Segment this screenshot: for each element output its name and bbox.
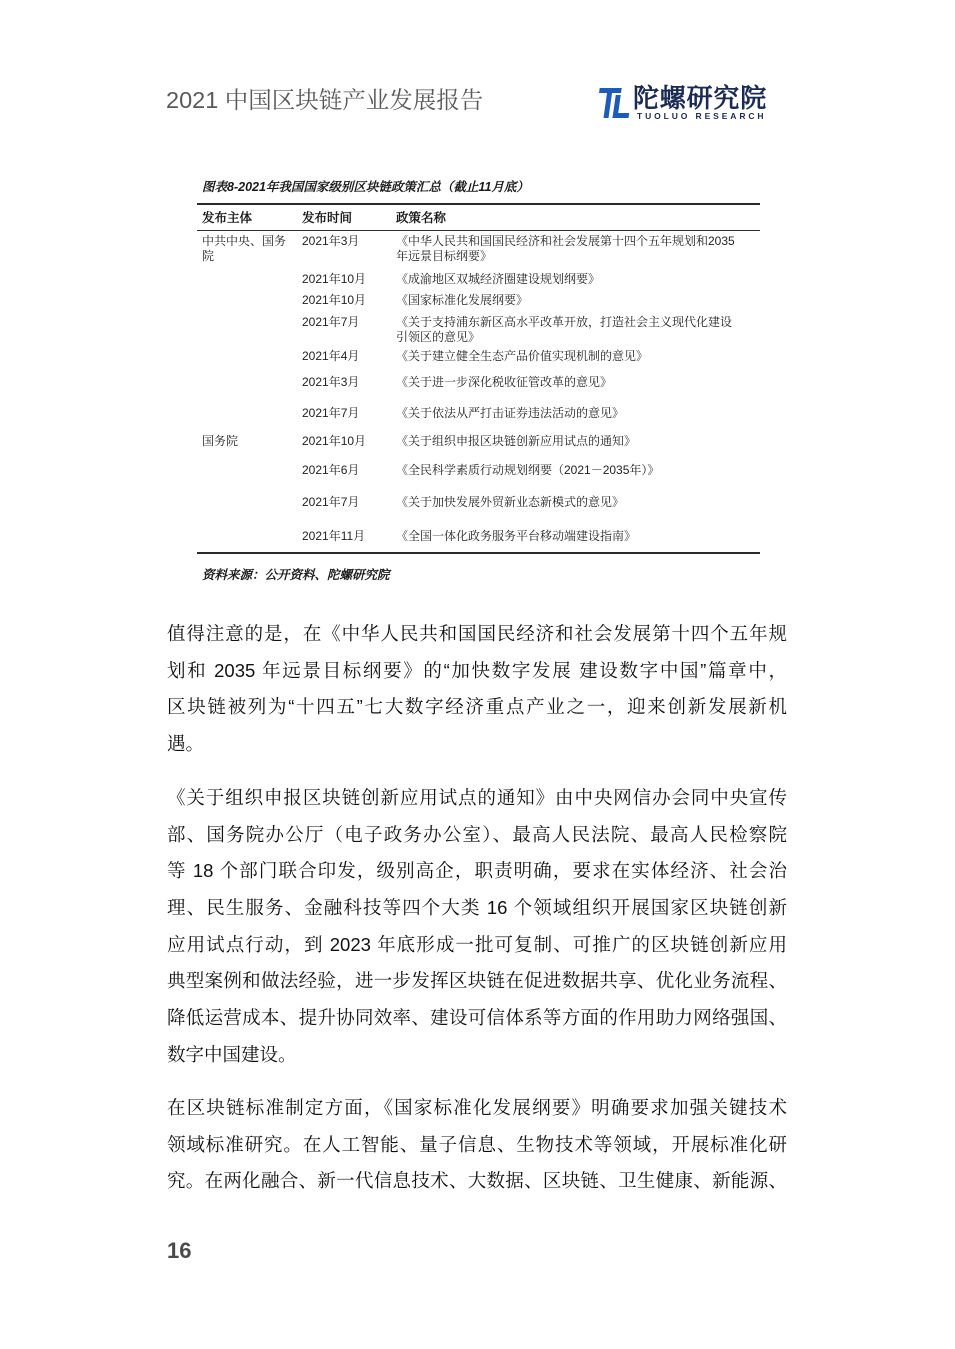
logo-name-cn: 陀螺研究院 bbox=[633, 83, 768, 113]
report-title: 2021 中国区块链产业发展报告 bbox=[166, 87, 484, 113]
policy-cell: 《国家标准化发展纲要》 bbox=[396, 292, 529, 307]
table-bottom-rule bbox=[197, 552, 760, 554]
paragraph-line: 究。在两化融合、新一代信息技术、大数据、区块链、卫生健康、新能源、 bbox=[167, 1170, 787, 1192]
paragraph-line: 应用试点行动，到 2023 年底形成一批可复制、可推广的区块链创新应用 bbox=[167, 933, 787, 955]
date-cell: 2021年4月 bbox=[302, 348, 360, 363]
column-header-issuer: 发布主体 bbox=[202, 211, 253, 225]
policy-cell: 《成渝地区双城经济圈建设规划纲要》 bbox=[396, 271, 601, 286]
table-source-note: 资料来源：公开资料、陀螺研究院 bbox=[202, 568, 390, 582]
paragraph-line: 领域标准研究。在人工智能、量子信息、生物技术等领域，开展标准化研 bbox=[167, 1133, 787, 1155]
paragraph-line: 部、国务院办公厅（电子政务办公室）、最高人民法院、最高人民检察院 bbox=[167, 823, 787, 845]
date-cell: 2021年10月 bbox=[302, 271, 367, 286]
policy-cell: 《关于进一步深化税收征管改革的意见》 bbox=[396, 374, 613, 389]
tuoluo-research-logo bbox=[596, 84, 776, 126]
date-cell: 2021年10月 bbox=[302, 433, 367, 448]
paragraph-line: 值得注意的是，在《中华人民共和国国民经济和社会发展第十四个五年规 bbox=[167, 623, 787, 644]
column-header-policy: 政策名称 bbox=[396, 211, 447, 225]
table-row bbox=[197, 495, 760, 510]
table-caption: 图表8-2021年我国国家级别区块链政策汇总（截止11月底） bbox=[202, 180, 529, 194]
paragraph-line: 在区块链标准制定方面，《国家标准化发展纲要》明确要求加强关键技术 bbox=[167, 1097, 787, 1118]
date-cell: 2021年6月 bbox=[302, 462, 360, 477]
date-cell: 2021年7月 bbox=[302, 405, 360, 420]
page-number: 16 bbox=[167, 1238, 192, 1263]
date-cell: 2021年7月 bbox=[302, 314, 360, 329]
paragraph-line: 区块链被列为“十四五”七大数字经济重点产业之一，迎来创新发展新机 bbox=[167, 696, 787, 718]
table-row bbox=[197, 314, 760, 344]
body-paragraph-2 bbox=[167, 780, 787, 1074]
body-paragraph-1 bbox=[167, 616, 787, 763]
policy-cell: 《中华人民共和国国民经济和社会发展第十四个五年规划和2035 年远景目标纲要》 bbox=[396, 233, 735, 263]
policy-cell: 《关于建立健全生态产品价值实现机制的意见》 bbox=[396, 348, 649, 363]
paragraph-line: 等 18 个部门联合印发，级别高企，职责明确，要求在实体经济、社会治 bbox=[167, 860, 787, 882]
date-cell: 2021年3月 bbox=[302, 233, 360, 248]
paragraph-line: 数字中国建设。 bbox=[167, 1043, 297, 1065]
policy-cell: 《全民科学素质行动规划纲要（2021－2035年）》 bbox=[396, 462, 660, 477]
table-row bbox=[197, 349, 760, 364]
table-row bbox=[197, 406, 760, 421]
table-row bbox=[197, 434, 760, 449]
paragraph-line: 降低运营成本、提升协同效率、建设可信体系等方面的作用助力网络强国、 bbox=[167, 1007, 787, 1029]
body-paragraph-3 bbox=[167, 1090, 787, 1200]
logo-name-en: TUOLUO RESEARCH bbox=[637, 111, 767, 121]
date-cell: 2021年10月 bbox=[302, 292, 367, 307]
table-row bbox=[197, 375, 760, 390]
table-row bbox=[197, 529, 760, 544]
policy-cell: 《关于依法从严打击证券违法活动的意见》 bbox=[396, 405, 625, 420]
policy-table bbox=[197, 175, 760, 587]
issuer-cell: 中共中央、国务院 bbox=[202, 233, 287, 263]
date-cell: 2021年7月 bbox=[302, 494, 360, 509]
policy-cell: 《关于支持浦东新区高水平改革开放，打造社会主义现代化建设 引领区的意见》 bbox=[396, 314, 733, 344]
table-row bbox=[197, 293, 760, 308]
column-header-date: 发布时间 bbox=[302, 211, 353, 225]
table-row bbox=[197, 463, 760, 478]
table-row bbox=[197, 233, 760, 263]
table-header-rule bbox=[197, 230, 760, 231]
policy-cell: 《关于加快发展外贸新业态新模式的意见》 bbox=[396, 494, 625, 509]
policy-cell: 《关于组织申报区块链创新应用试点的通知》 bbox=[396, 433, 637, 448]
date-cell: 2021年11月 bbox=[302, 528, 366, 543]
table-row bbox=[197, 272, 760, 287]
paragraph-line: 《关于组织申报区块链创新应用试点的通知》由中央网信办会同中央宣传 bbox=[167, 787, 787, 808]
table-top-rule bbox=[197, 203, 760, 205]
tl-logo-mark-icon bbox=[596, 86, 632, 120]
date-cell: 2021年3月 bbox=[302, 374, 360, 389]
paragraph-line: 理、民生服务、金融科技等四个大类 16 个领域组织开展国家区块链创新 bbox=[167, 897, 787, 919]
policy-cell: 《全国一体化政务服务平台移动端建设指南》 bbox=[396, 528, 637, 543]
issuer-cell: 国务院 bbox=[202, 433, 239, 448]
paragraph-line: 遇。 bbox=[167, 733, 205, 755]
paragraph-line: 典型案例和做法经验，进一步发挥区块链在促进数据共享、优化业务流程、 bbox=[167, 970, 787, 992]
paragraph-line: 划和 2035 年远景目标纲要》的“加快数字发展 建设数字中国”篇章中， bbox=[167, 659, 787, 681]
